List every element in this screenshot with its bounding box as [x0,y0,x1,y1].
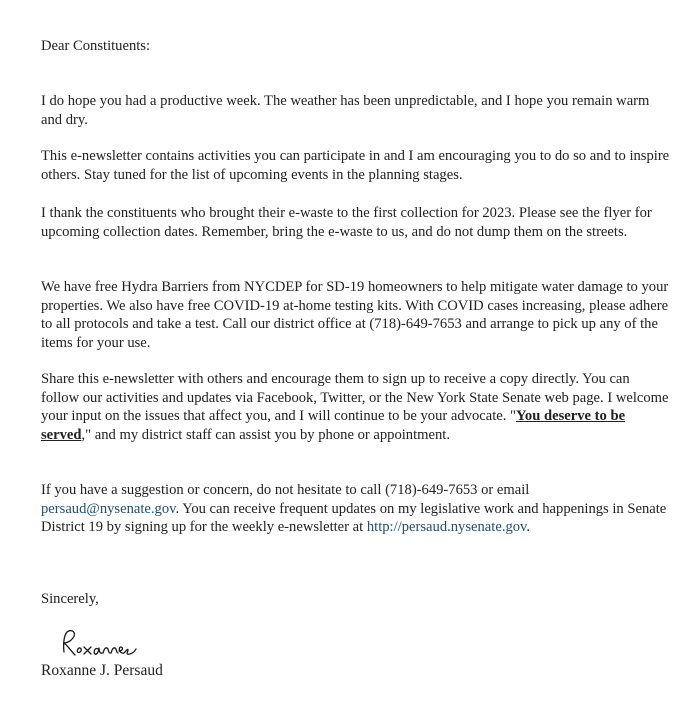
website-link[interactable]: http://persaud.nysenate.gov [366,519,527,535]
paragraph-share [41,370,671,444]
contact-text-start: If you have a suggestion or concern, do not hesitate to call (718)-649-7653 or email [41,482,530,498]
you-deserve-to-be-served: You deserve to be served [41,408,626,443]
share-text-end: ," and my district staff can assist you by phone or appointment. [81,426,450,443]
paragraph-hydra-barriers: We have free Hydra Barriers from NYCDEP for SD-19 homeowners to help mitigate water damage to your properties. We also have free COVID-19 at-home testing kits. With COVID cases increasing, please adhere to all protocols and take a test. Call our district office at (718)-649-7653 and arrange to pick up any of the items for your use. [41,279,669,351]
paragraph-weather: I do hope you had a productive week. The weather has been unpredictable, and I hope you remain warm and dry. [41,93,650,128]
paragraph-activities: This e-newsletter contains activities you can participate in and I am encouraging you to do so and to inspire others. Stay tuned for the list of upcoming events in the planning stages. [41,148,670,183]
contact-text-end: . [526,519,531,535]
handwritten-signature [58,626,138,662]
email-link[interactable]: persaud@nysenate.gov [41,500,176,517]
paragraph-e-waste: I thank the constituents who brought their e-waste to the first collection for 2023. Please see the flyer for upcoming collection dates. Remember, bring the e-waste to us, and do not dump them on the streets. [41,205,652,240]
contact-text-middle: . You can receive frequent updates on my legislative work and happenings in Senate District 19 by signing up for the weekly e-newsletter at [41,500,667,535]
signer-name: Roxanne J. Persaud [41,662,163,679]
share-text-start: Share this e-newsletter with others and encourage them to sign up to receive a copy directly. You can follow our activities and updates via Facebook, Twitter, or the New York State Senate web page. I welcome your input on the issues that affect you, and I will continue to be your advocate. " [41,371,669,424]
closing: Sincerely, [41,591,99,607]
greeting: Dear Constituents: [41,38,151,54]
paragraph-contact [41,481,671,537]
